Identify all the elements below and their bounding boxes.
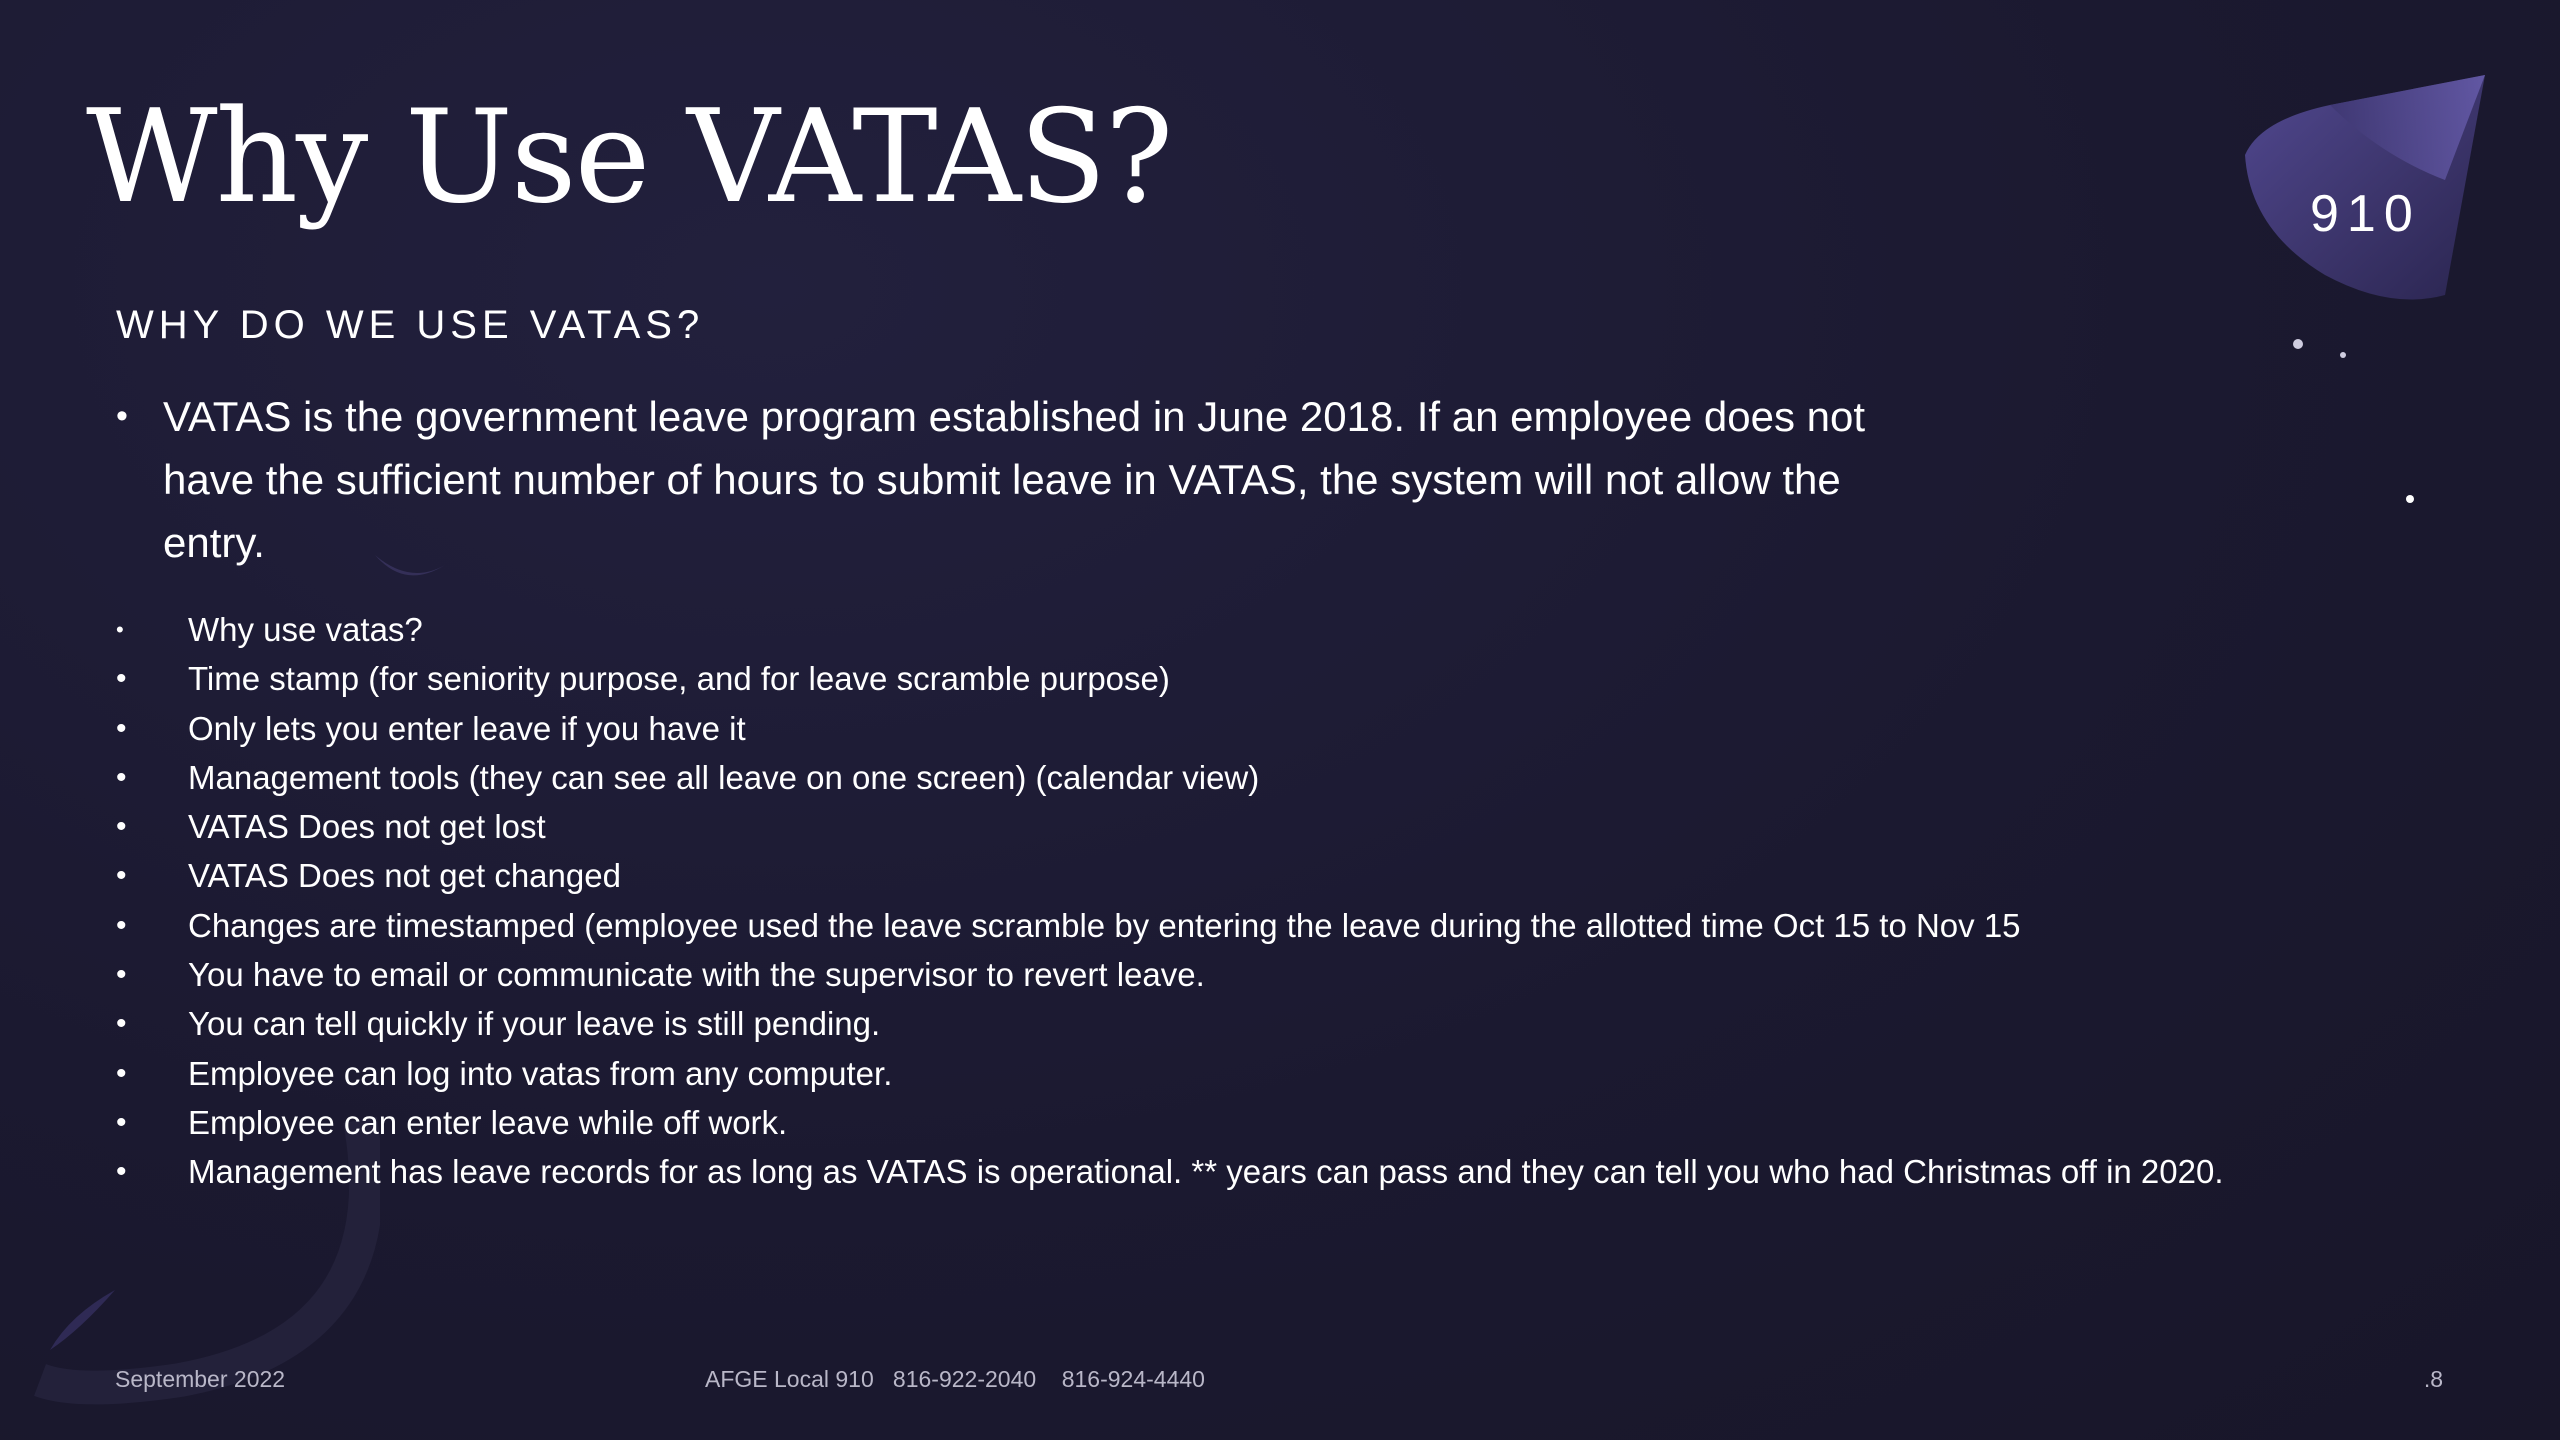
list-item: • Employee can log into vatas from any computer. (116, 1049, 2446, 1098)
decorative-dots (2280, 330, 2440, 510)
list-item: • Management has leave records for as long as VATAS is operational. ** years can pass and they can tell you who had Christmas off in 2020. (116, 1147, 2446, 1196)
list-item: • Management tools (they can see all leave on one screen) (calendar view) (116, 753, 2446, 802)
slide-title: Why Use VATAS? (86, 83, 1172, 232)
intro-list (116, 385, 1896, 574)
list-item: • You can tell quickly if your leave is still pending. (116, 999, 2446, 1048)
list-item: • Only lets you enter leave if you have it (116, 704, 2446, 753)
list-item: • Time stamp (for seniority purpose, and for leave scramble purpose) (116, 654, 2446, 703)
footer-organization: AFGE Local 910 816-922-2040 816-924-4440 (705, 1366, 1205, 1392)
points-list (116, 605, 2446, 1197)
list-item: • You have to email or communicate with the supervisor to revert leave. (116, 950, 2446, 999)
list-item: • Employee can enter leave while off work. (116, 1098, 2446, 1147)
list-item: • VATAS Does not get changed (116, 851, 2446, 900)
footer-date: September 2022 (115, 1366, 286, 1392)
list-item: • Why use vatas? (116, 605, 2446, 654)
list-item: • VATAS Does not get lost (116, 802, 2446, 851)
list-item: • Changes are timestamped (employee used the leave scramble by entering the leave during the allotted time Oct 15 to Nov 15 (116, 901, 2446, 950)
section-heading: WHY DO WE USE VATAS? (116, 303, 705, 347)
intro-paragraph: • VATAS is the government leave program established in June 2018. If an employee does not have the sufficient number of hours to submit leave in VATAS, the system will not allow the entry. (116, 385, 1896, 574)
logo-number: 910 (2310, 185, 2421, 243)
page-number: .8 (2423, 1366, 2443, 1392)
